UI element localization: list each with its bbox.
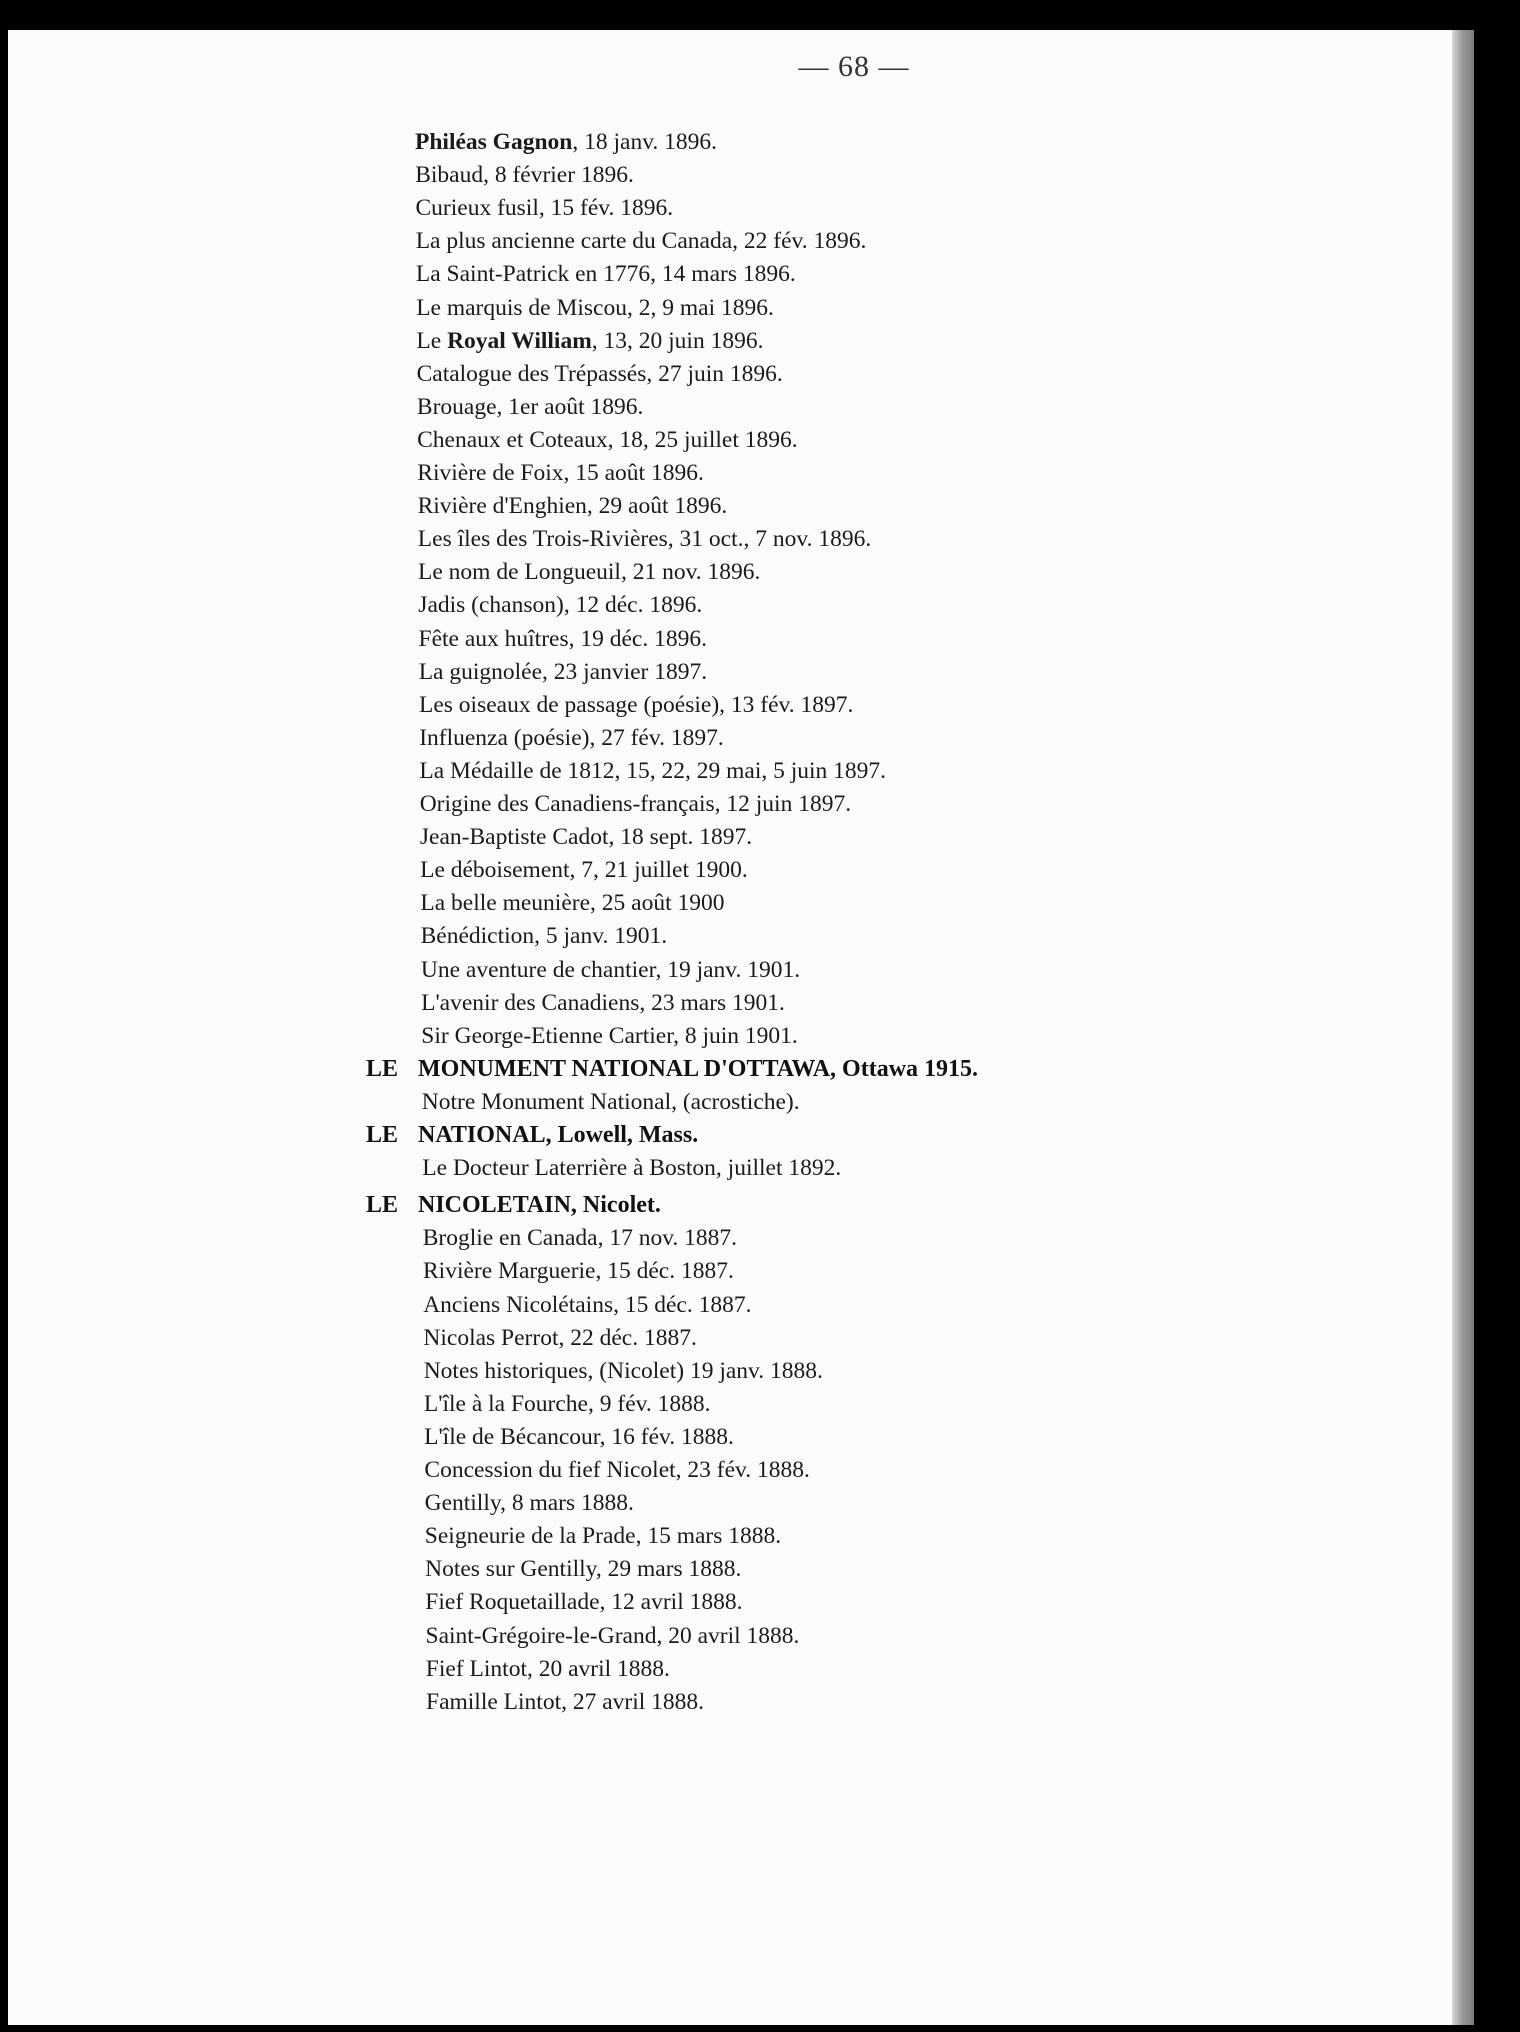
entry-text: Le Docteur Laterrière à Boston, juillet 1892.: [422, 1155, 842, 1182]
entry-text: Les îles des Trois-Rivières, 31 oct., 7 nov. 1896.: [417, 526, 872, 553]
entry-text: Le marquis de Miscou, 2, 9 mai 1896.: [416, 294, 774, 321]
list-item: [423, 1290, 751, 1320]
list-item: [425, 1554, 741, 1584]
heading-prefix: LE: [366, 1055, 399, 1082]
scan-right-border: [1474, 30, 1520, 2032]
list-item: [420, 822, 752, 852]
entry-text: Chenaux et Coteaux, 18, 25 juillet 1896.: [417, 426, 798, 453]
heading-text: MONUMENT NATIONAL D'OTTAWA, Ottawa 1915.: [418, 1055, 979, 1082]
entry-text: Philéas Gagnon: [415, 129, 573, 155]
entry-text: Seigneurie de la Prade, 15 mars 1888.: [424, 1523, 782, 1550]
entry-text: , 13, 20 juin 1896.: [591, 327, 764, 354]
entry-text: Curieux fusil, 15 fév. 1896.: [415, 195, 674, 222]
bibliography-list: [8, 30, 1456, 1730]
list-item: [423, 1323, 696, 1353]
heading-text: NICOLETAIN, Nicolet.: [418, 1192, 661, 1219]
entry-text: Notes historiques, (Nicolet) 19 janv. 1888.: [423, 1357, 823, 1384]
entry-text: Bénédiction, 5 janv. 1901.: [420, 923, 668, 950]
entry-text: Notre Monument National, (acrostiche).: [421, 1088, 800, 1115]
list-item: [421, 988, 785, 1018]
list-item: [419, 624, 707, 654]
list-item: [418, 491, 728, 521]
entry-text: La belle meunière, 25 août 1900: [420, 890, 725, 917]
entry-text: Nicolas Perrot, 22 déc. 1887.: [423, 1324, 697, 1351]
entry-text: Influenza (poésie), 27 fév. 1897.: [419, 724, 724, 751]
heading-prefix: LE: [366, 1122, 399, 1148]
entry-text: Une aventure de chantier, 19 janv. 1901.: [420, 956, 801, 983]
heading-text: NATIONAL, Lowell, Mass.: [418, 1122, 699, 1148]
entry-text: L'avenir des Canadiens, 23 mars 1901.: [421, 989, 785, 1016]
list-item: [417, 392, 643, 422]
entry-text: Royal William: [447, 327, 592, 354]
section-heading: [366, 1190, 661, 1220]
entry-text: Broglie en Canada, 17 nov. 1887.: [422, 1225, 738, 1252]
entry-text: Origine des Canadiens-français, 12 juin 1897.: [419, 791, 852, 817]
entry-text: Rivière d'Enghien, 29 août 1896.: [417, 493, 728, 520]
entry-text: , 18 janv. 1896.: [572, 129, 718, 155]
entry-text: L'île à la Fourche, 9 fév. 1888.: [423, 1390, 711, 1417]
entry-text: Gentilly, 8 mars 1888.: [424, 1490, 634, 1517]
entry-text: Sir George-Etienne Cartier, 8 juin 1901.: [421, 1022, 798, 1049]
list-item: [418, 557, 760, 587]
entry-text: La Saint-Patrick en 1776, 14 mars 1896.: [415, 261, 796, 288]
entry-text: Fief Lintot, 20 avril 1888.: [425, 1655, 670, 1682]
entry-text: Rivière Marguerie, 15 déc. 1887.: [423, 1258, 734, 1285]
entry-text: Le nom de Longueuil, 21 nov. 1896.: [418, 559, 761, 586]
list-item: [415, 127, 717, 157]
list-item: [424, 1455, 810, 1485]
list-item: [419, 756, 886, 786]
entry-text: Jean-Baptiste Cadot, 18 sept. 1897.: [419, 824, 753, 851]
entry-text: Bibaud, 8 février 1896.: [415, 162, 634, 189]
entry-text: Famille Lintot, 27 avril 1888.: [426, 1688, 705, 1715]
entry-text: Anciens Nicolétains, 15 déc. 1887.: [423, 1291, 752, 1318]
list-item: [418, 590, 702, 620]
list-item: [418, 524, 871, 554]
list-item: [420, 855, 748, 885]
list-item: [419, 657, 707, 687]
list-item: [419, 723, 724, 753]
section-heading: [366, 1054, 978, 1084]
list-item: [426, 1687, 704, 1717]
entry-text: Les oiseaux de passage (poésie), 13 fév. 1897.: [419, 691, 854, 718]
list-item: [426, 1621, 800, 1651]
entry-text: Catalogue des Trépassés, 27 juin 1896.: [416, 360, 783, 387]
entry-text: Fief Roquetaillade, 12 avril 1888.: [425, 1589, 743, 1616]
entry-text: Notes sur Gentilly, 29 mars 1888.: [425, 1556, 742, 1583]
list-item: [420, 789, 851, 819]
list-item: [424, 1356, 823, 1386]
entry-text: Brouage, 1er août 1896.: [416, 393, 644, 420]
list-item: [416, 326, 763, 356]
entry-text: Le déboisement, 7, 21 juillet 1900.: [420, 857, 748, 884]
list-item: [422, 1153, 841, 1183]
list-item: [425, 1587, 742, 1617]
list-item: [423, 1256, 734, 1286]
document-page: [8, 30, 1456, 2025]
entry-text: Rivière de Foix, 15 août 1896.: [417, 460, 704, 486]
list-item: [425, 1521, 781, 1551]
list-item: [416, 259, 796, 289]
entry-text: Le: [416, 327, 448, 354]
page-edge-shading: [1452, 30, 1474, 2025]
list-item: [416, 226, 867, 256]
heading-prefix: LE: [366, 1192, 399, 1219]
list-item: [417, 425, 798, 455]
list-item: [419, 690, 853, 720]
entry-text: La plus ancienne carte du Canada, 22 fév. 1896.: [415, 228, 867, 255]
list-item: [421, 1021, 798, 1051]
list-item: [421, 955, 800, 985]
list-item: [426, 1654, 670, 1684]
entry-text: L'île de Bécancour, 16 fév. 1888.: [424, 1423, 734, 1450]
list-item: [425, 1488, 634, 1518]
list-item: [424, 1389, 711, 1419]
list-item: [420, 888, 724, 918]
list-item: [421, 921, 668, 951]
list-item: [415, 160, 634, 190]
entry-text: Fête aux huîtres, 19 déc. 1896.: [418, 625, 707, 652]
list-item: [416, 193, 674, 223]
list-item: [417, 359, 783, 389]
list-item: [417, 458, 704, 488]
entry-text: Saint-Grégoire-le-Grand, 20 avril 1888.: [425, 1622, 800, 1649]
entry-text: Concession du fief Nicolet, 23 fév. 1888.: [424, 1457, 810, 1483]
list-item: [424, 1422, 734, 1452]
section-heading: [366, 1120, 698, 1150]
entry-text: Jadis (chanson), 12 déc. 1896.: [418, 592, 703, 619]
entry-text: La Médaille de 1812, 15, 22, 29 mai, 5 juin 1897.: [419, 757, 887, 784]
list-item: [423, 1223, 737, 1253]
entry-text: La guignolée, 23 janvier 1897.: [418, 658, 708, 685]
list-item: [422, 1087, 800, 1117]
list-item: [416, 293, 774, 323]
page-number: — 68 —: [798, 50, 910, 83]
